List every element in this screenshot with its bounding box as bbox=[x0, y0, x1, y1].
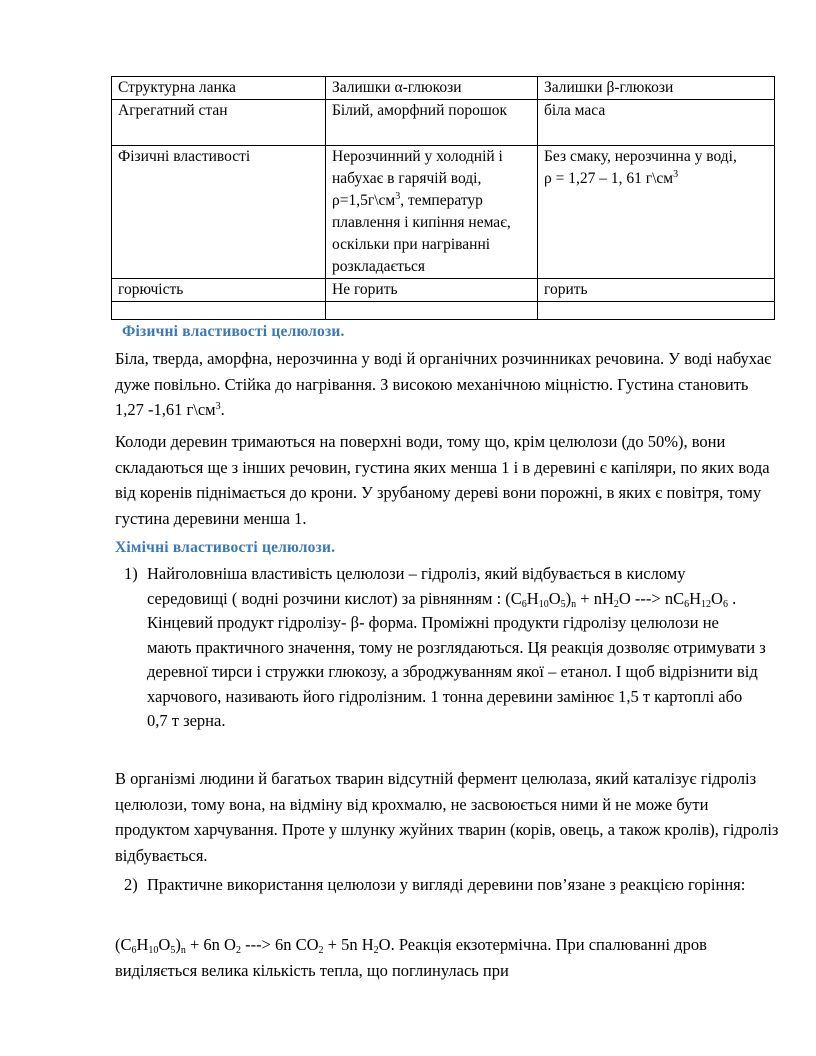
cell-text: Без смаку, нерозчинна у воді, bbox=[544, 148, 737, 165]
subscript: 2 bbox=[613, 598, 619, 610]
table-cell bbox=[112, 302, 326, 320]
subscript: 2 bbox=[235, 945, 241, 956]
list-number: 2) bbox=[124, 875, 138, 894]
text-run: (C bbox=[115, 935, 132, 954]
table-cell: горючість bbox=[112, 279, 326, 302]
table-cell: Фізичні властивості bbox=[112, 146, 326, 279]
text-run: ) bbox=[175, 935, 181, 954]
text-run: ) bbox=[565, 588, 572, 608]
list-item-text: Практичне використання целюлози у вигляді деревини пов’язане з реакцією горіння: bbox=[147, 875, 746, 894]
text-run: O ---> nC bbox=[618, 588, 685, 608]
table-cell: горить bbox=[538, 279, 775, 302]
superscript: 3 bbox=[395, 191, 401, 202]
table-cell: біла маса bbox=[538, 100, 775, 146]
paragraph-text: Біла, тверда, аморфна, нерозчинна у воді й органічних розчинниках речовина. У воді набухає дуже повільно. Стійка до нагрівання. З високою механічною міцністю. Густина становить 1,27 -1,61 г\см bbox=[115, 349, 772, 419]
subscript: 2 bbox=[373, 945, 379, 956]
cell-text: , температур плавлення і кипіння немає, оскільки при нагріванні розкладається bbox=[332, 192, 511, 275]
table-cell bbox=[326, 146, 538, 279]
physical-paragraph-2: Колоди деревин тримаються на поверхні води, тому що, крім целюлози (до 50%), вони складаються ще з інших речовин, густина яких менша 1 і в деревині є капіляри, по яких вода від коренів піднімається до крони. У зрубаному дереві вони порожні, в яких є повітря, тому густина деревини менша 1. bbox=[115, 432, 770, 528]
table-cell bbox=[538, 146, 775, 279]
text-run: H bbox=[689, 588, 702, 608]
combustion-equation-paragraph bbox=[115, 932, 780, 983]
subscript: 6 bbox=[131, 945, 137, 956]
table-row bbox=[112, 146, 775, 279]
table-cell bbox=[326, 302, 538, 320]
text-run: O bbox=[711, 588, 723, 608]
chemical-properties-heading: Хімічні властивості целюлози. bbox=[115, 539, 336, 556]
text-run: H bbox=[526, 588, 539, 608]
superscript: 3 bbox=[215, 401, 221, 412]
table-cell: Не горить bbox=[326, 279, 538, 302]
cell-text: ρ = 1,27 – 1, 61 г\см bbox=[544, 170, 674, 187]
text-run: H bbox=[136, 935, 149, 954]
text-run: ---> 6n CO bbox=[240, 935, 319, 954]
text-run: Найголовніша властивість целюлози – гідроліз, який відбувається в кислому середовищі ( водні розчини кислот) за рівнянням : (C bbox=[147, 564, 686, 608]
table-header-cell: Залишки β-глюкози bbox=[538, 77, 775, 100]
subscript: 5 bbox=[560, 598, 566, 610]
list-number: 1) bbox=[124, 564, 138, 583]
table-cell: Агрегатний стан bbox=[112, 100, 326, 146]
table-header-cell: Залишки α-глюкози bbox=[326, 77, 538, 100]
table-row-empty bbox=[112, 302, 775, 320]
text-run: + 6n O bbox=[185, 935, 236, 954]
text-run: O. Реакція екзотермічна. При спалюванні дров виділяється велика кількість тепла, що поглинулась при bbox=[115, 935, 707, 980]
subscript: 2 bbox=[318, 945, 324, 956]
chemical-paragraph: В організмі людини й багатьох тварин відсутній фермент целюлаза, який каталізує гідроліз целюлози, тому вона, на відміну від крохмалю, не засвоюється ними й не може бути продуктом харчування. Проте у шлунку жуйних тварин (корів, овець, а також кролів), гідроліз відбувається. bbox=[115, 769, 779, 865]
table-header-row bbox=[112, 77, 775, 100]
physical-properties-heading: Фізичні властивості целюлози. bbox=[122, 323, 345, 340]
superscript: 3 bbox=[673, 169, 679, 180]
subscript: 5 bbox=[170, 945, 176, 956]
list-item-text bbox=[147, 562, 767, 734]
subscript: n bbox=[180, 945, 186, 956]
table-row bbox=[112, 279, 775, 302]
subscript: n bbox=[571, 598, 577, 610]
subscript: 10 bbox=[538, 598, 549, 610]
table-cell: Білий, аморфний порошок bbox=[326, 100, 538, 146]
text-run: O bbox=[158, 935, 171, 954]
paragraph-text: . bbox=[220, 400, 225, 419]
table-row bbox=[112, 100, 775, 146]
properties-table bbox=[111, 76, 775, 320]
table-header-cell: Структурна ланка bbox=[112, 77, 326, 100]
text-run: + nH bbox=[576, 588, 614, 608]
text-run: O bbox=[548, 588, 561, 608]
table-cell bbox=[538, 302, 775, 320]
physical-paragraph-1 bbox=[115, 346, 780, 423]
subscript: 10 bbox=[148, 945, 159, 956]
subscript: 6 bbox=[521, 598, 527, 610]
text-run: + 5n H bbox=[323, 935, 374, 954]
subscript: 12 bbox=[701, 598, 712, 610]
subscript: 6 bbox=[684, 598, 690, 610]
cell-text: Нерозчинний у холодній і набухає в гарячій воді, ρ=1,5г\см bbox=[332, 148, 503, 209]
subscript: 6 bbox=[722, 598, 728, 610]
text-run: . Кінцевий продукт гідролізу- β- форма. Проміжні продукти гідролізу целюлози не мають практичного значення, тому не розглядаються. Ця реакція дозволяє отримувати з деревної тирси і стружки глюкозу, а зброджуванням якої – етанол. І щоб відрізнити від харчового, називають його гідролізним. 1 тонна деревини замінює 1,5 т картоплі або 0,7 т зерна. bbox=[147, 588, 766, 730]
